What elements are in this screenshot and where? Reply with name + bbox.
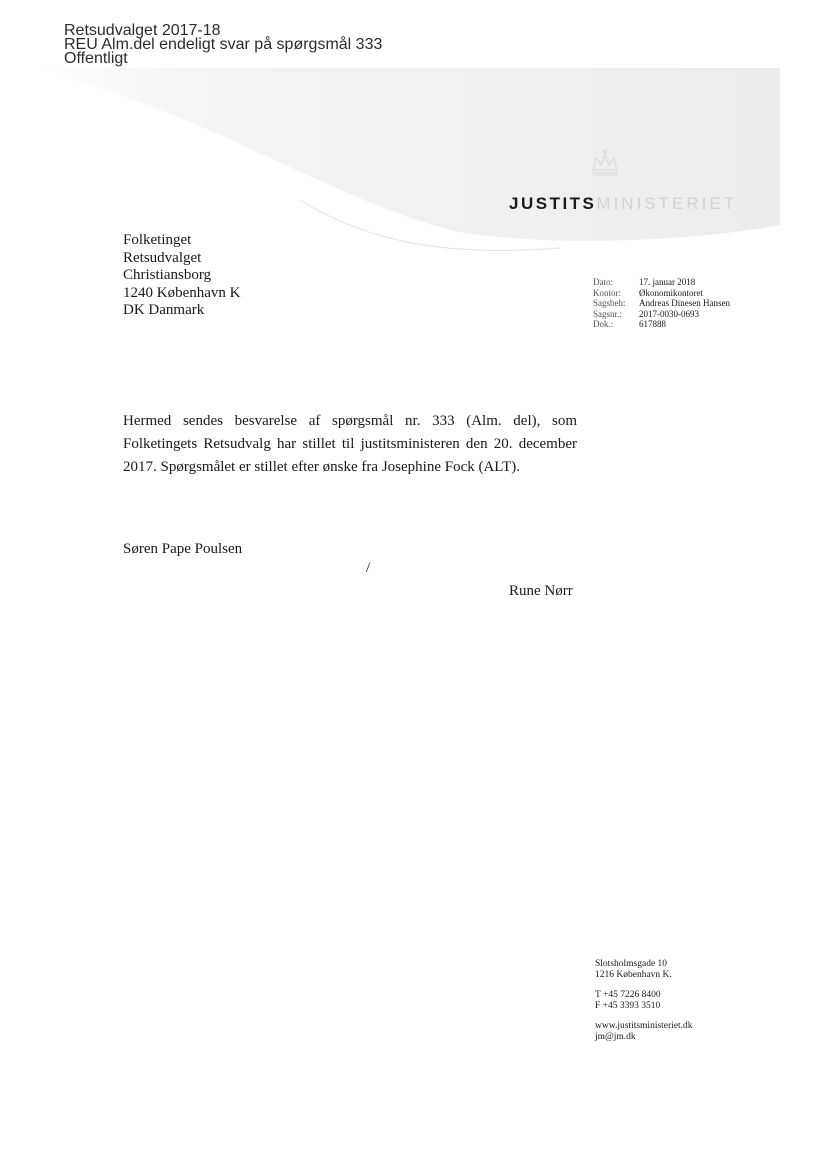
footer-website[interactable]: www.justitsministeriet.dk bbox=[595, 1021, 693, 1031]
meta-row-document bbox=[593, 319, 730, 330]
footer-email[interactable]: jm@jm.dk bbox=[595, 1032, 636, 1042]
footer-line: 1216 København K. bbox=[595, 970, 672, 980]
footer-line: T +45 7226 8400 bbox=[595, 990, 661, 1000]
meta-label: Sagsnr.: bbox=[593, 308, 622, 319]
meta-label: Dok.: bbox=[593, 319, 614, 329]
logo-strong-text: JUSTITS bbox=[509, 194, 597, 213]
letter-body: Hermed sendes besvarelse af spørgsmål nr. 333 (Alm. del), som Folketingets Retsudvalg har stillet til justitsministeren den 20. december 2017. Spørgsmålet er stillet efter ønske fra Josephine Fock (ALT). bbox=[123, 413, 577, 475]
meta-label: Kontor: bbox=[593, 287, 621, 298]
recipient-line: Folketinget bbox=[123, 232, 192, 248]
case-metadata bbox=[593, 277, 730, 330]
meta-value: 17. januar 2018 bbox=[639, 277, 696, 287]
stamp-reference: REU Alm.del endeligt svar på spørgsmål 333 bbox=[64, 36, 383, 53]
meta-row-office bbox=[593, 288, 730, 299]
meta-value: 617888 bbox=[639, 319, 666, 329]
signature-minister: Søren Pape Poulsen bbox=[123, 541, 243, 557]
meta-row-case-number bbox=[593, 309, 730, 320]
meta-row-caseworker bbox=[593, 298, 730, 309]
footer-web bbox=[595, 1021, 693, 1043]
logo-light-text: MINISTERIET bbox=[596, 194, 738, 213]
signature-separator: / bbox=[366, 560, 371, 576]
meta-value: 2017-0030-0693 bbox=[639, 308, 699, 319]
crown-icon bbox=[588, 148, 622, 182]
ministry-logo bbox=[509, 194, 737, 214]
stamp-status: Offentligt bbox=[64, 50, 128, 67]
footer-phones bbox=[595, 990, 693, 1012]
meta-row-date bbox=[593, 277, 730, 288]
meta-value: Økonomikontoret bbox=[639, 287, 703, 298]
recipient-line: 1240 København K bbox=[123, 284, 241, 301]
signature-official: Rune Nørr bbox=[509, 583, 573, 599]
footer-address bbox=[595, 959, 693, 981]
footer-line: Slotsholmsgade 10 bbox=[595, 959, 668, 969]
recipient-line: Retsudvalget bbox=[123, 249, 202, 266]
meta-label: Sagsbeh: bbox=[593, 298, 626, 308]
recipient-line: Christiansborg bbox=[123, 267, 212, 283]
footer-line: F +45 3393 3510 bbox=[595, 1001, 661, 1011]
stamp-committee: Retsudvalget 2017-18 bbox=[64, 22, 221, 39]
ministry-contact bbox=[595, 959, 693, 1052]
meta-label: Dato: bbox=[593, 277, 613, 287]
recipient-line: DK Danmark bbox=[123, 302, 205, 318]
meta-value: Andreas Dinesen Hansen bbox=[639, 298, 730, 308]
recipient-address bbox=[123, 232, 240, 320]
